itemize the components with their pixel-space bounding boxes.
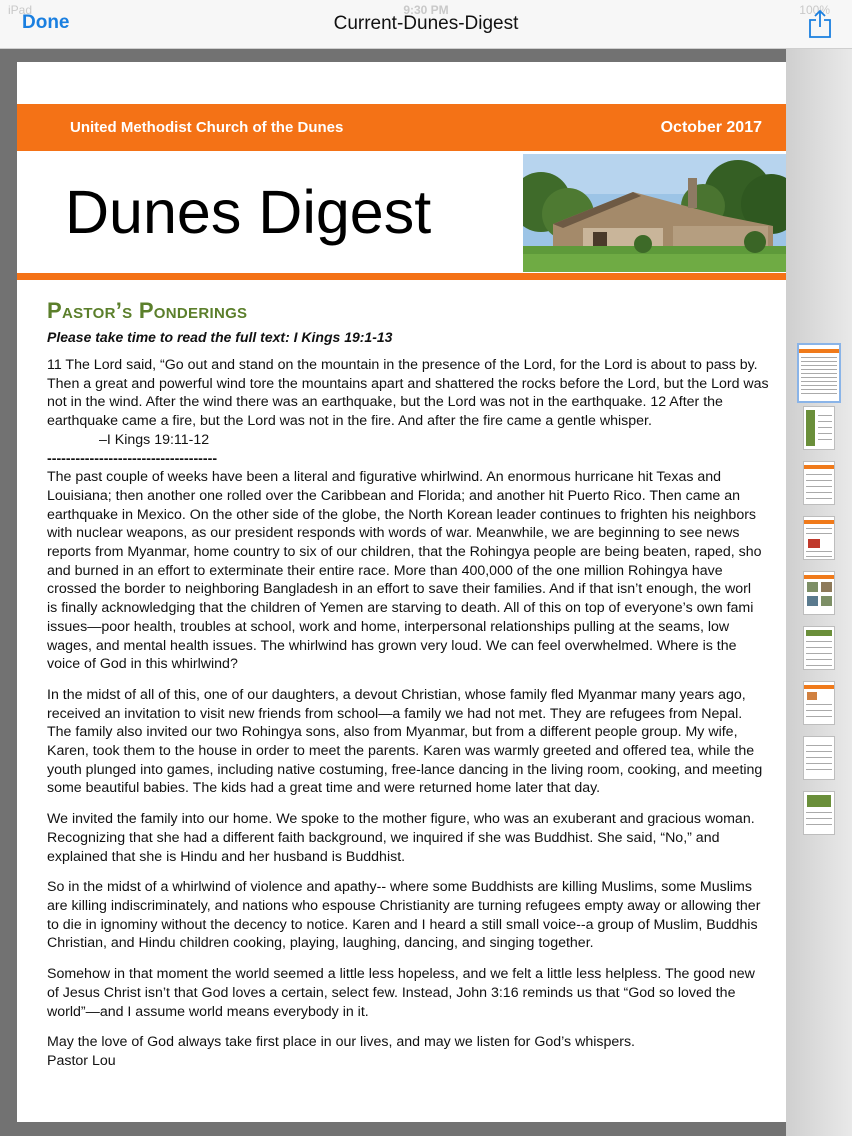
document-title: Current-Dunes-Digest: [333, 13, 519, 34]
done-button[interactable]: Done: [22, 12, 70, 33]
document-viewer[interactable]: [0, 49, 852, 1136]
text-separator: ------------------------------------: [47, 450, 218, 467]
page-thumbnail-5[interactable]: [803, 571, 835, 615]
page-thumbnail-6[interactable]: [803, 626, 835, 670]
masthead-title: Dunes Digest: [65, 178, 432, 246]
header-divider: [17, 273, 786, 280]
status-time: 9:30 PM: [403, 3, 449, 17]
issue-date: October 2017: [660, 119, 762, 136]
paragraph-5: Somehow in that moment the world seemed a little less hopeless, and we felt a little less helpless. The good new of Jesus Christ isn’t that God loves a certain, select few. Instead, John 3:16 reminds us that “God so loved the world”—and I assume world means everybody in it.: [47, 966, 755, 1020]
paragraph-2: In the midst of all of this, one of our daughters, a devout Christian, whose family fled Myanmar many years ago, received an invitation to visit new friends from school—a family we had not met. They are refugees from Nepal. The family also invited our two Rohingya sons, also from Myanmar, but from a different people group. My wife, Karen, took them to the house in order to meet the parents. Karen was warmly greeted and offered tea, while the youth plunged into games, including native costuming, free-lance dancing in the living room, cooking, and meeting some beautiful babies. The kids had a great time and were returned home later that day.: [47, 686, 763, 797]
church-name: United Methodist Church of the Dunes: [70, 119, 344, 136]
scripture-passage: 11 The Lord said, “Go out and stand on the mountain in the presence of the Lord, for the Lord is about to pass by. Then a great and powerful wind tore the mountains apart and shattered the rocks before the Lord, but the Lord was not in the wind. After the wind there was an earthquake, but the Lord was not in the earthquake. 12 After the earthquake came a fire, but the Lord was not in the fire. And after the fire came a gentle whisper.: [47, 357, 769, 430]
paragraph-3: We invited the family into our home. We spoke to the mother figure, who was an exuberant and gracious woman. Recognizing that she had a different faith background, we inquired if she was Buddhist. She said, “No,” and explained that she is Hindu and her husband is Buddhist.: [47, 811, 755, 865]
scripture-reference: Please take time to read the full text: I Kings 19:1-13: [47, 329, 393, 345]
page-thumbnail-1[interactable]: [797, 343, 841, 403]
church-photo: [523, 154, 786, 272]
page-thumbnail-8[interactable]: [803, 736, 835, 780]
page-thumbnail-3[interactable]: [803, 461, 835, 505]
pdf-page[interactable]: [17, 62, 786, 1122]
page-thumbnail-sidebar[interactable]: [786, 49, 852, 1136]
share-icon[interactable]: [808, 9, 832, 39]
status-battery: 100%: [799, 3, 830, 17]
section-heading: Pastor’s Ponderings: [47, 298, 248, 323]
page-thumbnail-2[interactable]: [803, 406, 835, 450]
status-device: iPad: [8, 3, 33, 17]
article-body: [47, 356, 786, 1083]
paragraph-6: May the love of God always take first place in our lives, and may we listen for God’s whispers. Pastor Lou: [47, 1034, 635, 1069]
scripture-citation: –I Kings 19:11-12: [99, 431, 210, 448]
paragraph-1: The past couple of weeks have been a literal and figurative whirlwind. An enormous hurricane hit Texas and Louisiana; then another one rolled over the Caribbean and Florida; and another hit Puerto Rico. Then came an earthquake in Mexico. On the other side of the globe, the North Korean leader continues to frighten his neighbors with nuclear weapons, as our president responds with words of war. Meanwhile, we are beginning to see news reports from Myanmar, home country to six of our children, that the Rohingya people are being beaten, raped, sho and burned in an effort to exterminate their entire race. More than 400,000 of the one million Rohingya have crossed the border to neighboring Bangladesh in an effort to save their families. And if that isn’t enough, the worl is finally acknowledging that the children of Yemen are starving to death. All of this on top of everyone’s own fami issues—poor health, troubles at school, work and home, interpersonal relationships pulling at the seams, low wages, and mental health issues. The whirlwind has grown very loud. We can feel overwhelmed. Where is the voice of God in this whirlwind?: [47, 469, 762, 673]
toolbar: [0, 0, 852, 49]
page-thumbnail-7[interactable]: [803, 681, 835, 725]
page-thumbnail-9[interactable]: [803, 791, 835, 835]
page-thumbnail-4[interactable]: [803, 516, 835, 560]
paragraph-4: So in the midst of a whirlwind of violence and apathy-- where some Buddhists are killing Muslims, some Muslims are killing indiscriminately, and nations who espouse Christianity are turning refugees empty away or allowing ther to die in ignominy without the decency to notice. Karen and I heard a still small voice--a group of Muslim, Buddhis Christian, and Hindu children cooking, playing, laughing, dancing, and singing together.: [47, 879, 761, 952]
